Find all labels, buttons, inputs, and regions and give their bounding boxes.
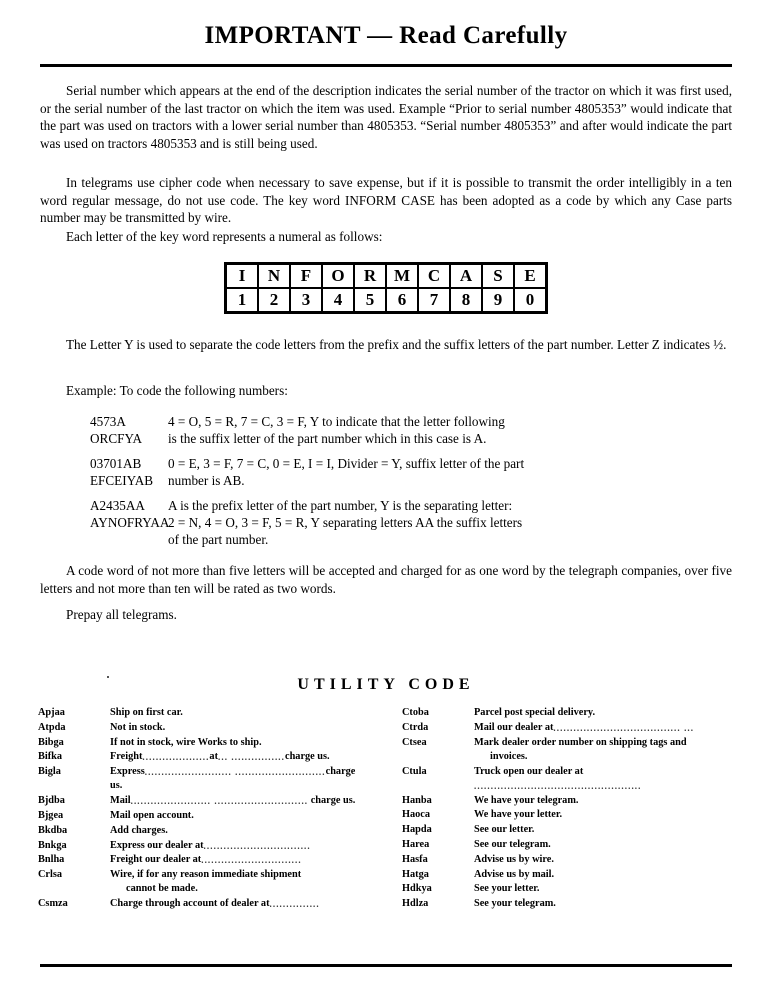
example-description: is the suffix letter of the part number which in this case is A. [168, 430, 487, 446]
utility-code-word: Hapda [402, 824, 432, 836]
example-part-number: A2435AA [90, 498, 145, 514]
utility-code-word: Crlsa [38, 869, 63, 881]
utility-code-word: Hanba [402, 794, 432, 806]
utility-code-row [38, 853, 368, 867]
utility-code-word: Ctrda [402, 721, 429, 733]
code-grid-numeral-cell: 1 [226, 288, 258, 312]
paragraph-example-intro [40, 382, 732, 400]
paragraph-text: Serial number which appears at the end of the description indicates the serial number of the tractor on which it was first used, or the serial number of the last tractor on which the item was used. Example “Prior to serial number 4805353” would indicate that the part was used on tractors with a lower serial number than 4805353. “Serial number 4805353” and after would indicate the part was used on tractors 4805353 and is still being used. [40, 83, 732, 151]
utility-code-word: Harea [402, 838, 430, 850]
utility-code-meaning: Freight....................at... ................charge us. [110, 750, 368, 764]
utility-code-row [38, 794, 368, 808]
utility-code-row [38, 809, 368, 823]
code-grid-letter-cell: C [418, 264, 450, 288]
utility-code-meaning: Charge through account of dealer at............... [110, 897, 368, 911]
utility-code-word: Bigla [38, 766, 61, 778]
utility-code-meaning: Express our dealer at................................ [110, 839, 368, 853]
utility-code-meaning: Mail........................ ............................ charge us. [110, 794, 368, 808]
utility-code-meaning: See our telegram. [474, 838, 551, 850]
example-description: 2 = N, 4 = O, 3 = F, 5 = R, Y separating letters AA the suffix letters [168, 514, 523, 530]
utility-code-row [38, 824, 368, 838]
utility-code-row [38, 897, 368, 911]
paragraph-prepay [40, 606, 732, 624]
paragraph-text: Each letter of the key word represents a numeral as follows: [66, 229, 383, 244]
utility-code-row [402, 736, 742, 764]
code-grid-letter-cell: M [386, 264, 418, 288]
example-description: A is the prefix letter of the part number, Y is the separating letter: [168, 498, 513, 514]
code-grid-numeral-cell: 0 [514, 288, 546, 312]
title-divider-rule [40, 64, 732, 67]
utility-code-row [402, 706, 742, 720]
example-part-number: 03701AB [90, 456, 142, 472]
paragraph-code-word-rating [40, 562, 732, 597]
utility-code-word: Apjaa [38, 707, 65, 718]
code-grid-numeral-cell: 2 [258, 288, 290, 312]
example-line [40, 473, 732, 490]
utility-code-word: Csmza [38, 898, 68, 910]
inform-case-code-grid [224, 262, 548, 314]
dotted-leader: ............... [269, 899, 320, 910]
code-grid-letter-cell: S [482, 264, 514, 288]
utility-code-row [402, 897, 742, 911]
utility-code-meaning: See your telegram. [474, 898, 556, 910]
utility-code-meaning: Advise us by mail. [474, 868, 555, 880]
utility-code-meaning: Not in stock. [110, 721, 166, 733]
utility-code-row [402, 838, 742, 852]
utility-code-word: Bnkga [38, 839, 67, 851]
example-line [40, 431, 732, 448]
example-item [40, 456, 732, 489]
paragraph-key-word-intro [40, 228, 732, 246]
utility-code-left-column [38, 706, 368, 912]
example-line [40, 515, 732, 532]
bottom-divider-rule [40, 964, 732, 967]
paragraph-letter-y-z [40, 336, 732, 354]
code-grid-numeral-cell: 6 [386, 288, 418, 312]
utility-code-row [38, 706, 368, 720]
utility-code-row [402, 721, 742, 735]
example-coded-word: ORCFYA [90, 430, 143, 446]
utility-code-word: Hdlza [402, 898, 429, 910]
utility-code-meaning: If not in stock, wire Works to ship. [110, 736, 262, 748]
utility-code-row [38, 839, 368, 853]
utility-code-row [402, 882, 742, 896]
utility-code-row [402, 853, 742, 867]
utility-code-row [38, 736, 368, 750]
utility-code-word: Hatga [402, 868, 429, 880]
utility-code-meaning: Mark dealer order number on shipping tags and invoices. [474, 736, 742, 764]
utility-code-meaning: Wire, if for any reason immediate shipment cannot be made. [110, 868, 368, 896]
utility-code-meaning: Ship on first car. [110, 707, 183, 718]
paragraph-text: Prepay all telegrams. [66, 607, 177, 622]
paragraph-telegram-cipher [40, 174, 732, 235]
utility-code-word: Bnlha [38, 854, 65, 866]
example-coded-word: EFCEIYAB [90, 472, 154, 488]
example-line [40, 414, 732, 431]
example-description: number is AB. [168, 472, 245, 488]
utility-code-row [38, 868, 368, 896]
paragraph-serial-number [40, 82, 732, 160]
example-description-continued: of the part number. [168, 531, 269, 547]
page-title: IMPORTANT — Read Carefully [204, 22, 568, 49]
utility-code-word: Haoca [402, 809, 431, 821]
utility-code-meaning: See your letter. [474, 883, 540, 895]
code-grid-letter-cell: A [450, 264, 482, 288]
utility-code-meaning: We have your letter. [474, 809, 563, 821]
utility-code-word: Bjgea [38, 809, 64, 821]
utility-code-word: Ctula [402, 765, 427, 777]
utility-code-row [38, 765, 368, 793]
dotted-leader: ........................ ............................ [130, 796, 309, 807]
utility-code-meaning: Advise us by wire. [474, 853, 554, 865]
dotted-leader: ................................ [203, 840, 311, 851]
utility-code-word: Atpda [38, 721, 66, 733]
dotted-leader: .................................................. [474, 780, 642, 791]
utility-code-meaning: Freight our dealer at.............................. [110, 853, 368, 867]
paragraph-text: In telegrams use cipher code when necessary to save expense, but if it is possible to transmit the order intelligibly in a ten word regular message, do not use code. The key word INFORM CASE has been adopted as a code by which any Case parts number may be transmitted by wire. [40, 175, 732, 226]
code-grid-numeral-cell: 4 [322, 288, 354, 312]
code-grid-numeral-cell: 3 [290, 288, 322, 312]
utility-code-word: Ctsea [402, 736, 427, 748]
utility-code-word: Bibga [38, 736, 64, 748]
utility-code-meaning: See our letter. [474, 824, 535, 836]
dotted-leader: ... ................ [218, 752, 285, 763]
utility-code-meaning: We have your telegram. [474, 794, 579, 806]
dotted-leader: .................... [142, 752, 210, 763]
utility-code-row [38, 721, 368, 735]
utility-code-word: Hdkya [402, 883, 432, 895]
example-item [40, 498, 732, 548]
code-grid-letter-cell: O [322, 264, 354, 288]
utility-code-meaning: Add charges. [110, 824, 168, 836]
utility-code-row [38, 750, 368, 764]
code-grid-numeral-cell: 5 [354, 288, 386, 312]
dotted-leader: ...................................... ... [553, 722, 695, 733]
utility-code-meaning: Mail our dealer at...................................... ... [474, 721, 742, 735]
utility-code-row [402, 794, 742, 808]
code-grid-letter-cell: R [354, 264, 386, 288]
paragraph-text: Example: To code the following numbers: [66, 383, 288, 398]
utility-code-right-column [402, 706, 742, 912]
inform-case-code-grid-container [0, 262, 772, 314]
code-grid-letter-cell: F [290, 264, 322, 288]
code-grid-numeral-cell: 9 [482, 288, 514, 312]
code-grid-letter-cell: I [226, 264, 258, 288]
utility-code-table [0, 706, 772, 910]
example-item [40, 414, 732, 447]
utility-code-meaning: Parcel post special delivery. [474, 707, 596, 718]
code-grid-numeral-cell: 7 [418, 288, 450, 312]
utility-code-meaning-continued: cannot be made. [126, 883, 198, 895]
utility-code-meaning: Mail open account. [110, 809, 194, 821]
utility-code-meaning: Truck open our dealer at.................................................. [474, 765, 742, 793]
dotted-leader: .............................. [201, 855, 302, 866]
utility-code-word: Ctoba [402, 707, 429, 718]
utility-code-word: Bjdba [38, 795, 65, 807]
utility-code-word: Bifka [38, 751, 63, 763]
example-coded-word: AYNOFRYAA [90, 514, 170, 530]
code-grid-letters-row [226, 264, 546, 288]
utility-code-row [402, 808, 742, 822]
example-list [40, 414, 732, 548]
example-part-number: 4573A [90, 414, 126, 429]
code-grid-letter-cell: E [514, 264, 546, 288]
example-line [40, 498, 732, 515]
example-description: 0 = E, 3 = F, 7 = C, 0 = E, I = I, Divider = Y, suffix letter of the part [168, 456, 525, 472]
example-line [40, 456, 732, 473]
utility-code-heading: UTILITY CODE [297, 676, 475, 693]
example-description: 4 = O, 5 = R, 7 = C, 3 = F, Y to indicate that the letter following [168, 414, 505, 429]
dotted-leader: .......................... ........................... [144, 767, 326, 778]
example-line [40, 532, 732, 549]
utility-code-meaning-continued: invoices. [490, 750, 528, 762]
code-grid-numerals-row [226, 288, 546, 312]
utility-code-row [402, 765, 742, 793]
code-grid-letter-cell: N [258, 264, 290, 288]
utility-code-row [402, 823, 742, 837]
utility-code-word: Bkdba [38, 824, 68, 836]
paragraph-text: A code word of not more than five letters will be accepted and charged for as one word by the telegraph companies, over five letters and not more than ten will be rated as two words. [40, 563, 732, 596]
utility-code-meaning: Express.......................... ...........................charge us. [110, 766, 356, 792]
code-grid-numeral-cell: 8 [450, 288, 482, 312]
utility-code-word: Hasfa [402, 853, 428, 865]
paragraph-text: The Letter Y is used to separate the code letters from the prefix and the suffix letters of the part number. Letter Z indicates ½. [66, 337, 727, 352]
utility-code-row [402, 868, 742, 882]
